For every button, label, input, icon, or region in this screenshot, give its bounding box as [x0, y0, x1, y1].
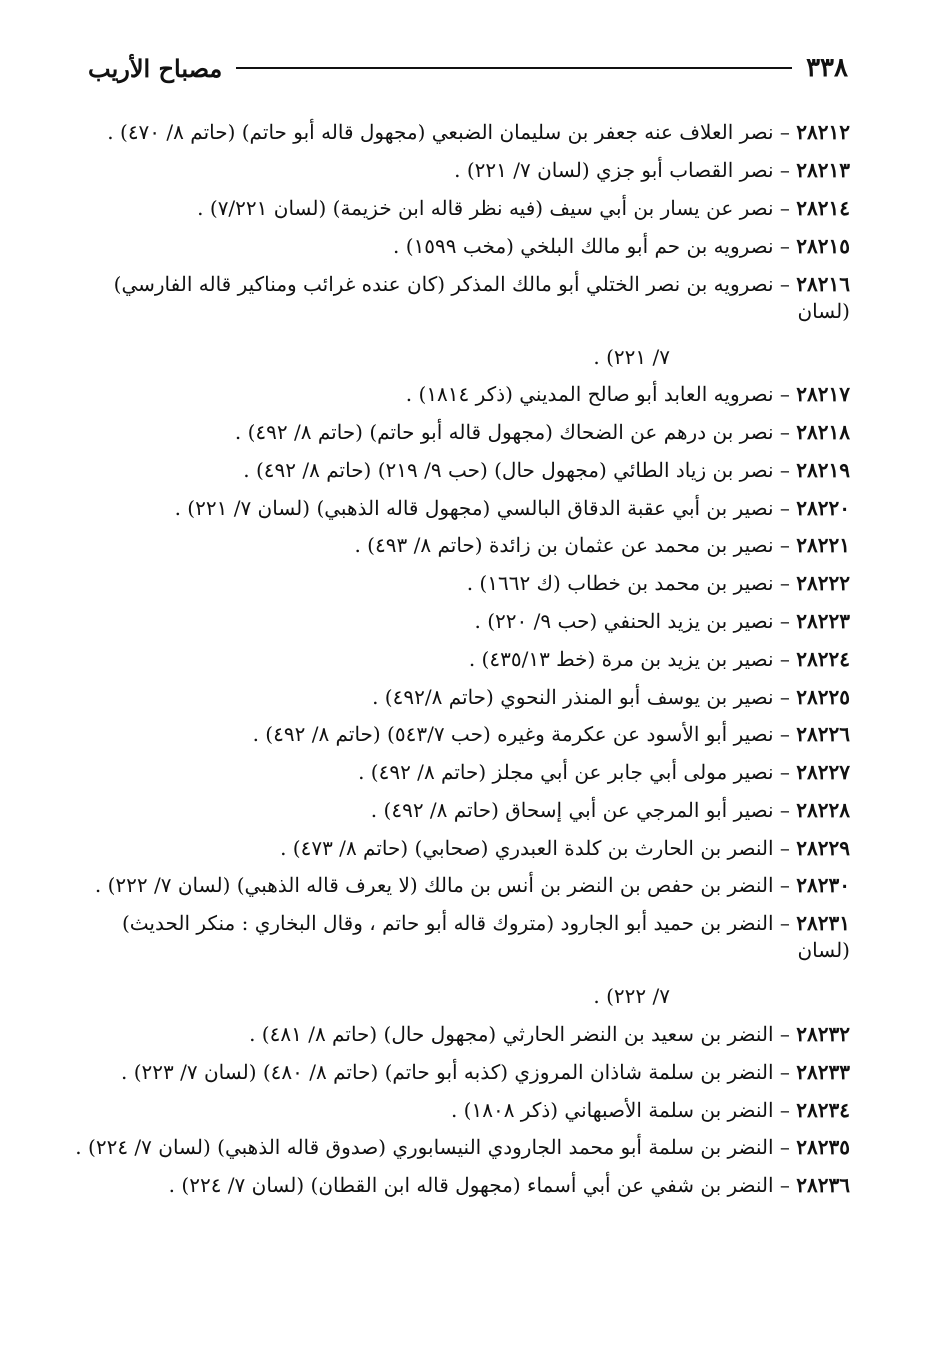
entry-text: – نصير بن محمد عن عثمان بن زائدة (حاتم ٨/ ٤٩٣) . [354, 533, 790, 558]
entry-text: – نصر القصاب أبو جزي (لسان ٧/ ٢٢١) . [454, 158, 790, 183]
entry [84, 1016, 850, 1054]
entry [84, 678, 850, 716]
entry-text: – نصر عن يسار بن أبي سيف (فيه نظر قاله ابن خزيمة) (لسان ٧/٢٢١) . [197, 195, 790, 220]
entry-number: ٢٨٢١٥ [796, 233, 850, 258]
entry-text: – نصير مولى أبي جابر عن أبي مجلز (حاتم ٨/ ٤٩٢) . [358, 760, 790, 785]
entry-text: – النضر بن شفي عن أبي أسماء (مجهول قاله ابن القطان) (لسان ٧/ ٢٢٤) . [168, 1173, 790, 1198]
entry-number: ٢٨٢١٧ [796, 382, 850, 407]
entry-number: ٢٨٢٣٢ [796, 1022, 850, 1047]
entry [84, 190, 850, 228]
entry-number: ٢٨٢٣٤ [796, 1097, 850, 1122]
entry-text: – نصر بن درهم عن الضحاك (مجهول قاله أبو حاتم) (حاتم ٨/ ٤٩٢) . [234, 420, 790, 445]
entry-text: – النضر بن حميد أبو الجارود (متروك قاله أبو حاتم ، وقال البخاري : منكر الحديث) (لسان [121, 911, 850, 963]
entry-text: – نصير بن يوسف أبو المنذر النحوي (حاتم ٤٩٢/٨) . [372, 684, 790, 709]
entry-number: ٢٨٢١٦ [796, 271, 850, 296]
entry-text: – نصر العلاف عنه جعفر بن سليمان الضبعي (مجهول قاله أبو حاتم) (حاتم ٨/ ٤٧٠) . [107, 120, 790, 145]
entry [84, 1167, 850, 1205]
entry-text: – النضر بن سلمة الأصبهاني (ذكر ١٨٠٨) . [450, 1097, 790, 1122]
entry-number: ٢٨٢٢٤ [796, 646, 850, 671]
entry [84, 603, 850, 641]
entry [84, 227, 850, 265]
entry-number: ٢٨٢٣٦ [796, 1173, 850, 1198]
entry-number: ٢٨٢٢٠ [796, 495, 850, 520]
entry-text: – نصير بن محمد بن خطاب (ك ١٦٦٢) . [466, 571, 790, 596]
entry [84, 265, 850, 376]
entry [84, 792, 850, 830]
entry-number: ٢٨٢٣٥ [796, 1135, 850, 1160]
entry-number: ٢٨٢٣٠ [796, 873, 850, 898]
entry-text: – نصر بن زياد الطائي (مجهول حال) (حب ٩/ ٢١٩) (حاتم ٨/ ٤٩٢) . [243, 457, 790, 482]
entry-text: – النضر بن حفص بن النضر بن أنس بن مالك (لا يعرف قاله الذهبي) (لسان ٧/ ٢٢٢) . [94, 873, 790, 898]
entry-number: ٢٨٢٢٨ [796, 797, 850, 822]
entry-list [75, 114, 850, 1205]
entry-number: ٢٨٢٢٧ [796, 760, 850, 785]
entry-text: – نصير أبو الأسود عن عكرمة وغيره (حب ٥٤٣/٧) (حاتم ٨/ ٤٩٢) . [252, 722, 790, 747]
entry-text: – نصرويه بن نصر الختلي أبو مالك المذكر (كان عنده غرائب ومناكير قاله الفارسي) (لسان [113, 271, 850, 323]
entry-text: – نصير بن يزيد الحنفي (حب ٩/ ٢٢٠) . [474, 608, 790, 633]
entry-text: – النضر بن سلمة شاذان المروزي (كذبه أبو حاتم) (حاتم ٨/ ٤٨٠) (لسان ٧/ ٢٢٣) . [121, 1059, 790, 1084]
entry-number: ٢٨٢٢٢ [796, 571, 850, 596]
entry [84, 867, 850, 905]
entry [75, 1129, 850, 1167]
entry-number: ٢٨٢٢٦ [796, 722, 850, 747]
entry [84, 1091, 850, 1129]
entry [84, 376, 850, 414]
entry-number: ٢٨٢٢٩ [796, 835, 850, 860]
header-rule [236, 67, 792, 69]
entry-text: – نصرويه العابد أبو صالح المديني (ذكر ١٨١٤) . [405, 382, 790, 407]
entry-number: ٢٨٢١٨ [796, 420, 850, 445]
entry [84, 414, 850, 452]
entry [84, 905, 850, 1016]
entry-number: ٢٨٢٢٥ [796, 684, 850, 709]
book-title: مصباح الأريب [88, 53, 223, 83]
entry [84, 451, 850, 489]
entry-continuation: ٧/ ٢٢٢) . [593, 984, 670, 1009]
entry [84, 829, 850, 867]
entry-text: – نصير أبو المرجي عن أبي إسحاق (حاتم ٨/ ٤٩٢) . [370, 797, 790, 822]
entry-text: – النصر بن الحارث بن كلدة العبدري (صحابي) (حاتم ٨/ ٤٧٣) . [280, 835, 790, 860]
entry-text: – النضر بن سلمة أبو محمد الجارودي النيسابوري (صدوق قاله الذهبي) (لسان ٧/ ٢٢٤) . [75, 1135, 790, 1160]
entry-continuation: ٧/ ٢٢١) . [593, 344, 670, 369]
entry-number: ٢٨٢٣١ [796, 911, 850, 936]
entry-text: – نصير بن أبي عقبة الدقاق البالسي (مجهول قاله الذهبي) (لسان ٧/ ٢٢١) . [174, 495, 790, 520]
page-number: ٣٣٨ [806, 53, 848, 83]
entry-number: ٢٨٢١٤ [796, 195, 850, 220]
page-header [88, 48, 848, 88]
entry [84, 114, 850, 152]
entry-number: ٢٨٢١٩ [796, 457, 850, 482]
entry [84, 152, 850, 190]
entry [84, 489, 850, 527]
entry-number: ٢٨٢١٢ [796, 120, 850, 145]
entry-number: ٢٨٢٢٣ [796, 608, 850, 633]
entry-number: ٢٨٢٣٣ [796, 1059, 850, 1084]
entry-text: – نصرويه بن حم أبو مالك البلخي (مخب ١٥٩٩) . [393, 233, 790, 258]
entry [84, 716, 850, 754]
entry [84, 527, 850, 565]
entry-text: – نصير بن يزيد بن مرة (خط ٤٣٥/١٣) . [468, 646, 790, 671]
entry [84, 754, 850, 792]
entry [84, 565, 850, 603]
entry-number: ٢٨٢٢١ [796, 533, 850, 558]
entry [84, 1053, 850, 1091]
entry [84, 640, 850, 678]
entry-text: – النضر بن سعيد بن النضر الحارثي (مجهول حال) (حاتم ٨/ ٤٨١) . [249, 1022, 790, 1047]
entry-number: ٢٨٢١٣ [796, 158, 850, 183]
